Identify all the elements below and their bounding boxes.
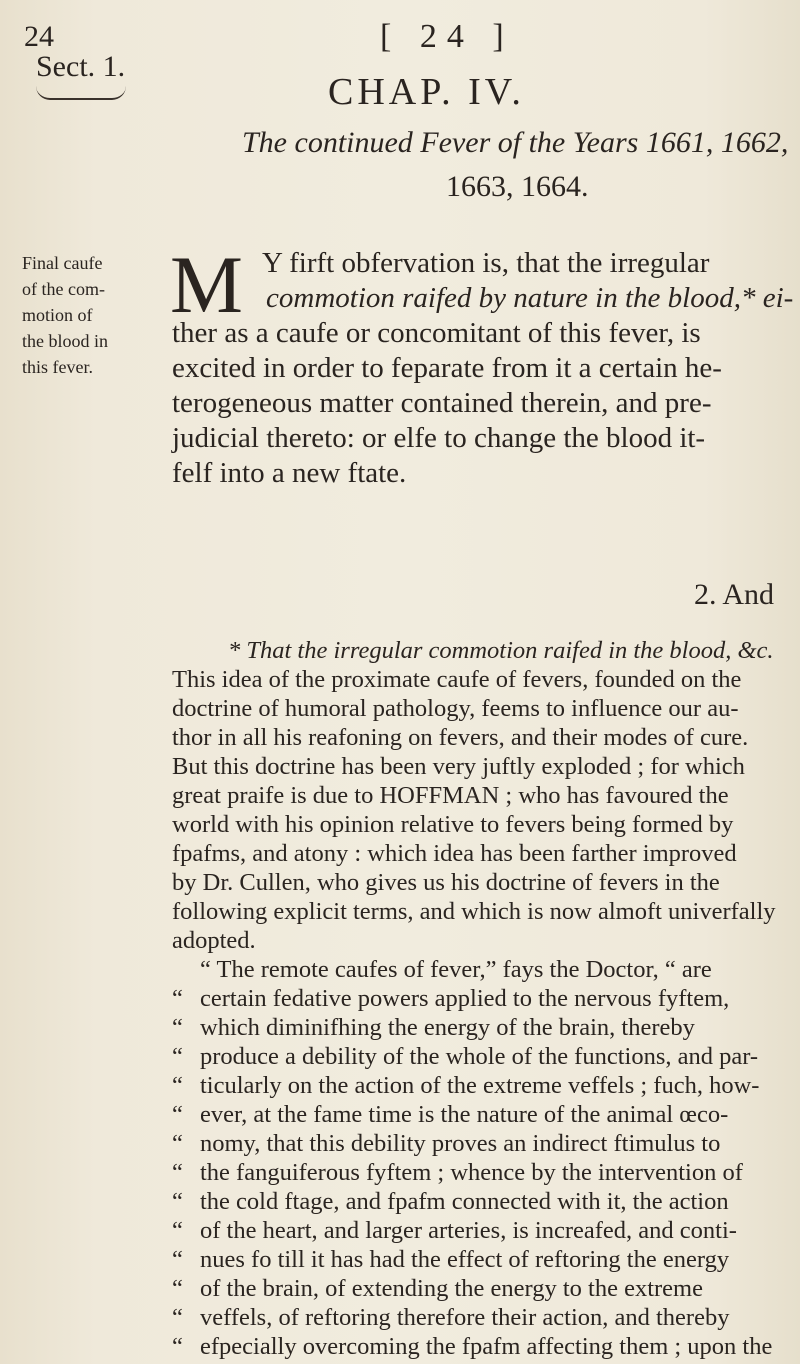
quote-line [172, 1071, 759, 1101]
footnote-line: adopted. [172, 927, 256, 954]
paragraph-line: terogeneous matter contained therein, and pre- [172, 387, 712, 419]
quote-mark: “ [172, 1275, 183, 1302]
chapter-heading: CHAP. IV. [328, 71, 525, 113]
margin-note-line: Final caufe [22, 253, 103, 273]
margin-note-line: the blood in [22, 331, 108, 351]
catchword: 2. And [694, 578, 775, 611]
quote-text: ticularly on the action of the extreme veffels ; fuch, how- [200, 1072, 760, 1099]
quote-text: the fanguiferous fyftem ; whence by the intervention of [200, 1159, 743, 1186]
quote-text: ever, at the fame time is the nature of the animal œco- [200, 1101, 729, 1128]
chapter-subtitle: The continued Fever of the Years 1661, 1662, [242, 126, 789, 159]
quote-mark: “ [172, 1014, 183, 1041]
footnote-line: But this doctrine has been very juftly exploded ; for which [172, 753, 745, 780]
quote-text: nomy, that this debility proves an indirect ftimulus to [200, 1130, 721, 1157]
quote-text: the cold ftage, and fpafm connected with it, the action [200, 1188, 729, 1215]
quote-mark: “ [172, 1246, 183, 1273]
quote-mark: “ [172, 1130, 183, 1157]
footnote-line: great praife is due to HOFFMAN ; who has favoured the [172, 782, 729, 809]
quote-line [172, 1332, 772, 1362]
margin-note [22, 250, 152, 380]
quote-line [172, 1042, 758, 1072]
footnote-line: fpafms, and atony : which idea has been farther improved [172, 840, 737, 867]
margin-note-line: motion of [22, 305, 93, 325]
footnote-line: world with his opinion relative to fevers being formed by [172, 811, 734, 838]
footnote-line: thor in all his reafoning on fevers, and their modes of cure. [172, 724, 749, 751]
quote-mark: “ [172, 1333, 183, 1360]
quote-line: “ The remote caufes of fever,” fays the Doctor, “ are [200, 956, 712, 983]
margin-note-line: this fever. [22, 357, 93, 377]
quote-line [172, 1129, 720, 1159]
quote-line [172, 1187, 729, 1217]
quote-mark: “ [172, 1159, 183, 1186]
quote-text: nues fo till it has had the effect of reftoring the energy [200, 1246, 730, 1273]
quote-line [172, 984, 729, 1014]
paragraph-line: excited in order to feparate from it a certain he- [172, 352, 722, 384]
paragraph-line: Y firft obfervation is, that the irregular [262, 247, 710, 279]
footnote-line: following explicit terms, and which is now almoft univerfally [172, 898, 776, 925]
quote-mark: “ [172, 985, 183, 1012]
quote-mark: “ [172, 1101, 183, 1128]
drop-cap: M [170, 239, 243, 330]
footnote-line: by Dr. Cullen, who gives us his doctrine of fevers in the [172, 869, 720, 896]
footnote-line: doctrine of humoral pathology, feems to influence our au- [172, 695, 739, 722]
section-label: Sect. 1. [36, 50, 126, 83]
paragraph-line: ther as a caufe or concomitant of this fever, is [172, 317, 701, 349]
quote-text: efpecially overcoming the fpafm affecting them ; upon the [200, 1333, 773, 1360]
quote-mark: “ [172, 1304, 183, 1331]
paragraph-line: judicial thereto: or elfe to change the blood it- [172, 422, 706, 454]
quote-mark: “ [172, 1217, 183, 1244]
quote-text: produce a debility of the whole of the functions, and par- [200, 1043, 759, 1070]
chapter-subtitle-continued: 1663, 1664. [446, 170, 589, 203]
section-brace [36, 86, 126, 100]
footnote-heading: * That the irregular commotion raifed in the blood, &c. [228, 637, 774, 664]
quote-text: of the heart, and larger arteries, is increafed, and conti- [200, 1217, 737, 1244]
quote-mark: “ [172, 1188, 183, 1215]
quote-line [172, 1013, 695, 1043]
quote-line [172, 1100, 728, 1130]
quote-line [172, 1245, 729, 1275]
quote-text: which diminifhing the energy of the brain, thereby [200, 1014, 695, 1041]
paragraph-line: felf into a new ftate. [172, 457, 407, 489]
quote-mark: “ [172, 1072, 183, 1099]
quote-line [172, 1274, 703, 1304]
margin-note-line: of the com- [22, 279, 105, 299]
quote-line [172, 1303, 729, 1333]
page-number: 24 [24, 20, 54, 53]
quote-line [172, 1158, 743, 1188]
quote-text: of the brain, of extending the energy to the extreme [200, 1275, 703, 1302]
quote-text: veffels, of reftoring therefore their action, and thereby [200, 1304, 730, 1331]
quote-line [172, 1216, 737, 1246]
quote-mark: “ [172, 1043, 183, 1070]
paragraph-line: commotion raifed by nature in the blood,* ei- [266, 282, 794, 314]
footnote-line: This idea of the proximate caufe of fevers, founded on the [172, 666, 742, 693]
quote-text: certain fedative powers applied to the nervous fyftem, [200, 985, 730, 1012]
bracket-page-number: [ 24 ] [380, 18, 514, 55]
